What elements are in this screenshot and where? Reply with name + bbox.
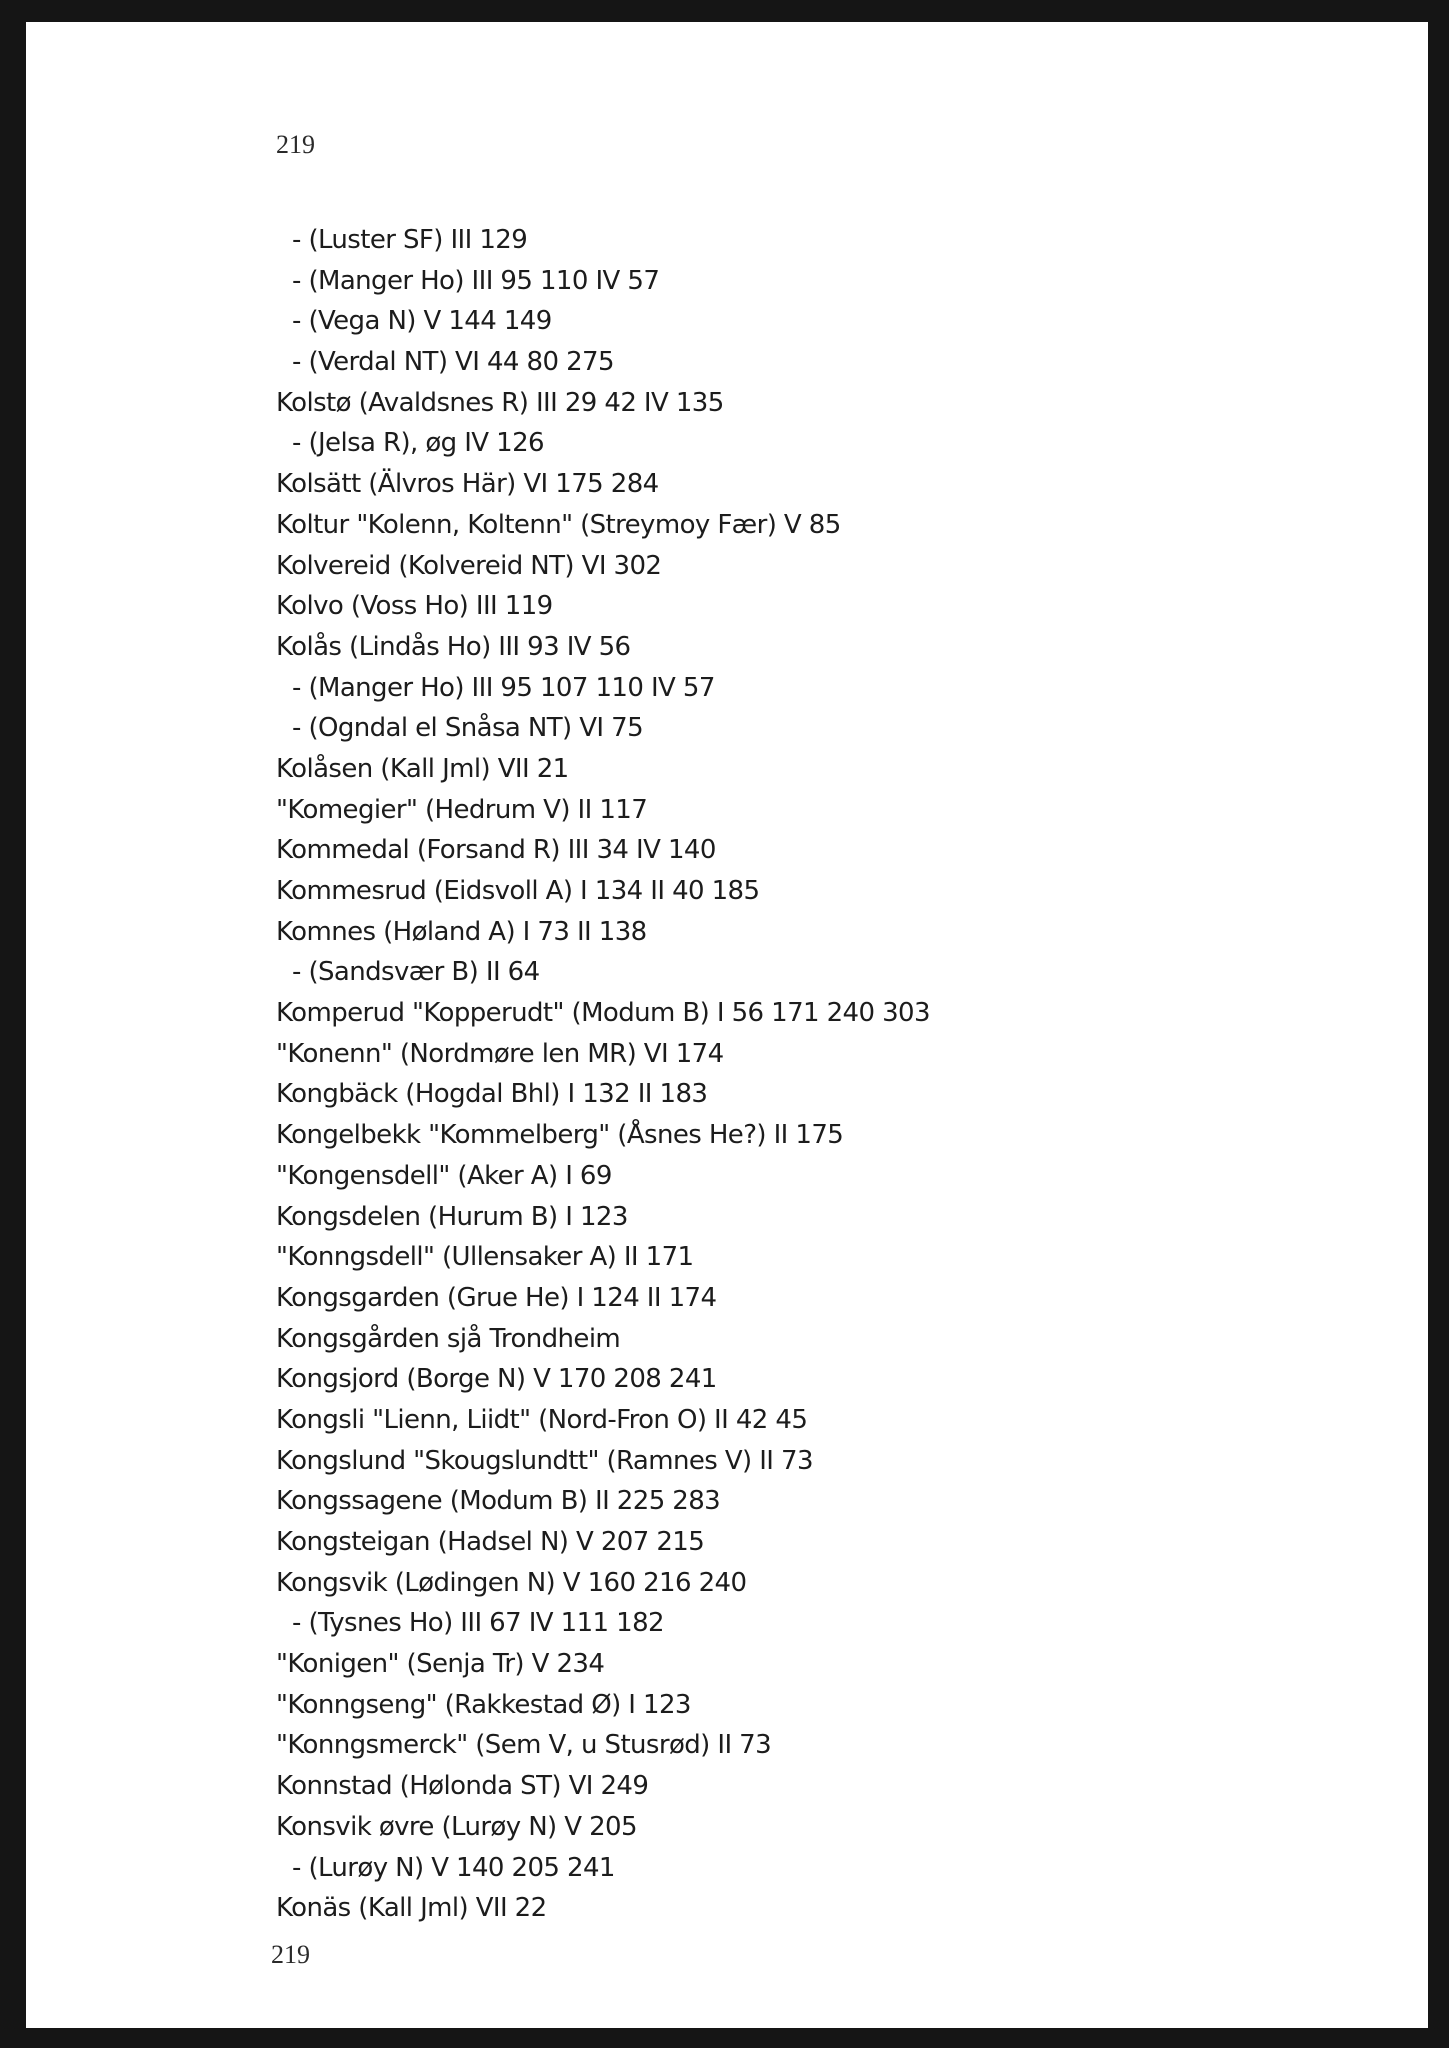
index-entry: Kolåsen (Kall Jml) VII 21: [276, 753, 569, 784]
index-entry: Kongsdelen (Hurum B) I 123: [276, 1201, 628, 1232]
index-entry: Kongsteigan (Hadsel N) V 207 215: [276, 1527, 705, 1557]
index-entry: Kongsjord (Borge N) V 170 208 241: [276, 1364, 717, 1395]
index-entry: Kongssagene (Modum B) II 225 283: [276, 1486, 721, 1517]
index-entry: "Konigen" (Senja Tr) V 234: [276, 1649, 605, 1680]
index-entry: - (Lurøy N) V 140 205 241: [292, 1852, 615, 1883]
index-entry: Komperud "Kopperudt" (Modum B) I 56 171 240 303: [276, 998, 930, 1029]
index-entry: Kongslund "Skougslundtt" (Ramnes V) II 73: [276, 1445, 813, 1476]
index-entry: - (Manger Ho) III 95 110 IV 57: [292, 265, 660, 296]
index-entry: Kongsvik (Lødingen N) V 160 216 240: [276, 1567, 747, 1598]
index-entry: Kommesrud (Eidsvoll A) I 134 II 40 185: [276, 876, 760, 906]
index-entry: Kongsli "Lienn, Liidt" (Nord-Fron O) II 42 45: [276, 1404, 808, 1435]
index-entry: Kolvo (Voss Ho) III 119: [276, 591, 553, 622]
index-entry: - (Luster SF) III 129: [292, 225, 528, 255]
page-number-top: 219: [276, 130, 315, 159]
index-entry: Kolsätt (Älvros Här) VI 175 284: [276, 469, 659, 500]
index-entry: Kongsgården sjå Trondheim: [276, 1323, 621, 1354]
index-entry: Koltur "Kolenn, Koltenn" (Streymoy Fær) V 85: [276, 509, 841, 540]
index-entry: Kommedal (Forsand R) III 34 IV 140: [276, 835, 716, 866]
index-entry: Konäs (Kall Jml) VII 22: [276, 1893, 547, 1924]
index-entry: "Konngsmerck" (Sem V, u Stusrød) II 73: [276, 1730, 772, 1761]
index-entry: Konnstad (Hølonda ST) VI 249: [276, 1771, 649, 1802]
index-entry: - (Jelsa R), øg IV 126: [292, 428, 544, 459]
index-entry: - (Manger Ho) III 95 107 110 IV 57: [292, 672, 715, 703]
index-entry: - (Tysnes Ho) III 67 IV 111 182: [292, 1608, 664, 1639]
index-entry: - (Ogndal el Snåsa NT) VI 75: [292, 713, 644, 744]
index-entry: "Konenn" (Nordmøre len MR) VI 174: [276, 1038, 724, 1069]
index-entry: "Konngsdell" (Ullensaker A) II 171: [276, 1242, 694, 1273]
page-number-bottom: 219: [271, 1940, 310, 1969]
index-entry: Kolvereid (Kolvereid NT) VI 302: [276, 550, 662, 581]
index-entry: Kolås (Lindås Ho) III 93 IV 56: [276, 631, 631, 662]
index-entry: "Kongensdell" (Aker A) I 69: [276, 1160, 612, 1191]
index-entry: - (Vega N) V 144 149: [292, 306, 552, 337]
index-entry: - (Verdal NT) VI 44 80 275: [292, 347, 614, 378]
index-entry: Kongelbekk "Kommelberg" (Åsnes He?) II 175: [276, 1120, 844, 1151]
index-entry: Konsvik øvre (Lurøy N) V 205: [276, 1811, 637, 1842]
index-entry: - (Sandsvær B) II 64: [292, 957, 540, 988]
index-entry: Kolstø (Avaldsnes R) III 29 42 IV 135: [276, 387, 724, 418]
index-entry: "Konngseng" (Rakkestad Ø) I 123: [276, 1689, 691, 1720]
document-page: [26, 22, 1428, 2028]
index-entry: Kongsgarden (Grue He) I 124 II 174: [276, 1282, 717, 1313]
index-entry: "Komegier" (Hedrum V) II 117: [276, 794, 648, 825]
index-entry: Kongbäck (Hogdal Bhl) I 132 II 183: [276, 1079, 708, 1110]
index-entry-list: [276, 220, 930, 1929]
index-entry: Komnes (Høland A) I 73 II 138: [276, 916, 647, 947]
